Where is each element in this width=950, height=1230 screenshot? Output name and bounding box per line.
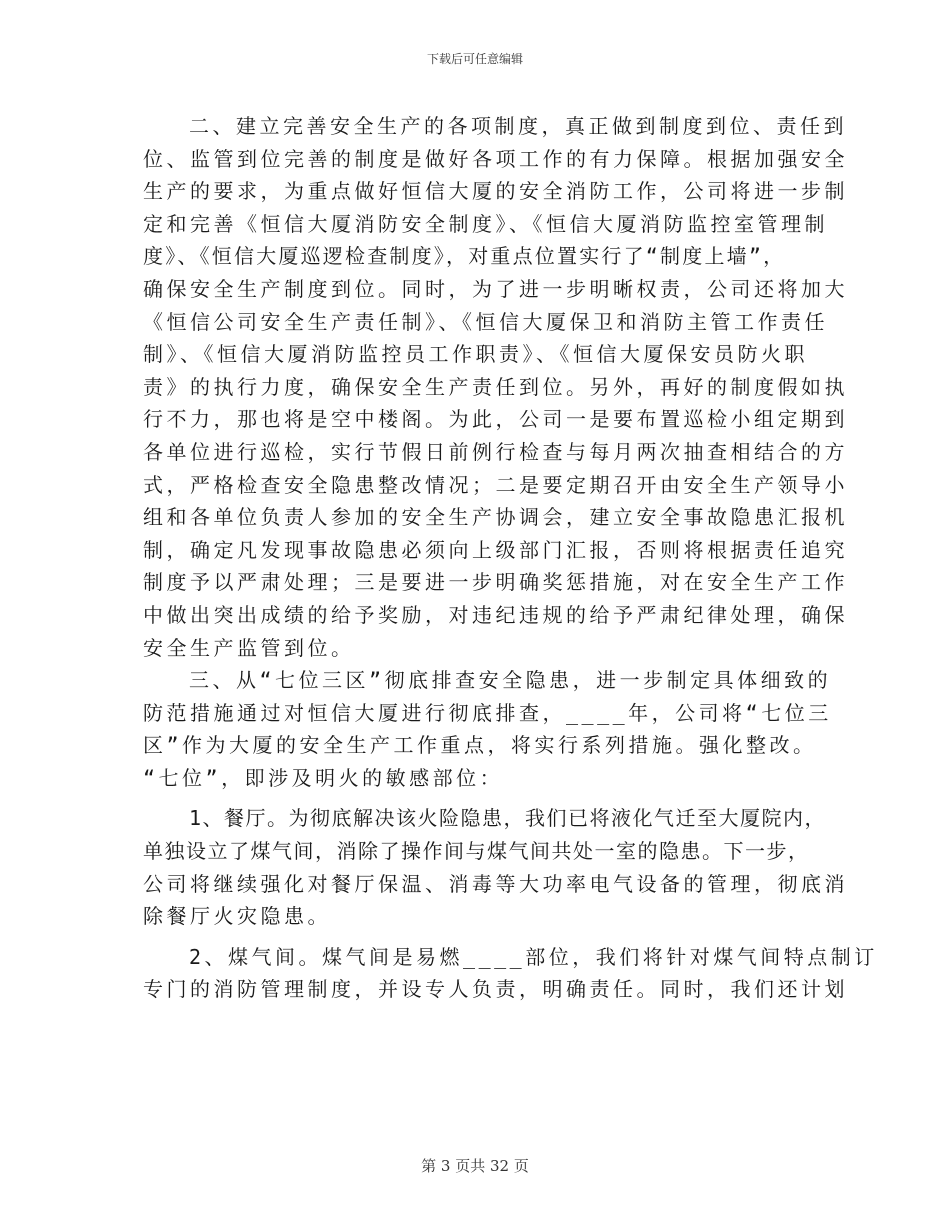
paragraph-line: 行不力，那也将是空中楼阁。为此，公司一是要布置巡检小组定期到	[143, 407, 848, 432]
paragraph-line: 定和完善《恒信大厦消防安全制度》、《恒信大厦消防监控室管理制	[143, 211, 828, 236]
paragraph-line: 组和各单位负责人参加的安全生产协调会，建立安全事故隐患汇报机	[143, 505, 848, 530]
paragraph-line: 生产的要求，为重点做好恒信大厦的安全消防工作，公司将进一步制	[143, 179, 848, 204]
paragraph-gap	[143, 794, 808, 802]
paragraph-line: 1、餐厅。为彻底解决该火险隐患，我们已将液化气迁至大厦院内，	[189, 806, 827, 831]
body-text	[143, 110, 878, 1006]
paragraph-line: 制度予以严肃处理；三是要进一步明确奖惩措施，对在安全生产工作	[143, 570, 848, 595]
paragraph-line: 确保安全生产制度到位。同时，为了进一步明晰权责，公司还将加大	[143, 276, 848, 301]
paragraph-line: 度》、《恒信大厦巡逻检查制度》，对重点位置实行了“制度上墙”，	[143, 244, 786, 269]
paragraph-line: 三、从“七位三区”彻底排查安全隐患，进一步制定具体细致的	[189, 668, 832, 693]
paragraph-gap	[143, 933, 808, 941]
paragraph-line: 单独设立了煤气间，消除了操作间与煤气间共处一室的隐患。下一步，	[143, 839, 810, 864]
paragraph-line: 安全生产监管到位。	[143, 635, 355, 660]
paragraph-line: 除餐厅火灾隐患。	[143, 904, 331, 929]
paragraph-line: 式，严格检查安全隐患整改情况；二是要定期召开由安全生产领导小	[143, 472, 848, 497]
paragraph-line: 公司将继续强化对餐厅保温、消毒等大功率电气设备的管理，彻底消	[143, 871, 848, 896]
paragraph-line: 二、建立完善安全生产的各项制度，真正做到制度到位、责任到	[189, 114, 847, 138]
header-note: 下载后可任意编辑	[426, 52, 523, 66]
paragraph-line: 责》的执行力度，确保安全生产责任到位。另外，再好的制度假如执	[143, 374, 848, 399]
paragraph-line: 2、煤气间。煤气间是易燃____部位，我们将针对煤气间特点制订	[189, 944, 878, 969]
paragraph-line: 各单位进行巡检，实行节假日前例行检查与每月两次抽查相结合的方	[143, 439, 848, 464]
paragraph-line: 专门的消防管理制度，并设专人负责，明确责任。同时，我们还计划	[143, 977, 848, 1002]
paragraph-line: 位、监管到位完善的制度是做好各项工作的有力保障。根据加强安全	[143, 146, 848, 171]
paragraph-line: “七位”，即涉及明火的敏感部位：	[143, 765, 504, 790]
paragraph-line: 防范措施通过对恒信大厦进行彻底排查，____年，公司将“七位三	[143, 700, 832, 725]
paragraph-line: 制》、《恒信大厦消防监控员工作职责》、《恒信大厦保安员防火职	[143, 342, 808, 367]
paragraph-line: 区”作为大厦的安全生产工作重点，将实行系列措施。强化整改。	[143, 733, 817, 758]
paragraph-line: 制，确定凡发现事故隐患必须向上级部门汇报，否则将根据责任追究	[143, 537, 848, 562]
page-number: 第 3 页共 32 页	[421, 1157, 529, 1175]
paragraph-line: 《恒信公司安全生产责任制》、《恒信大厦保卫和消防主管工作责任	[143, 309, 828, 334]
paragraph-line: 中做出突出成绩的给予奖励，对违纪违规的给予严肃纪律处理，确保	[143, 602, 848, 627]
